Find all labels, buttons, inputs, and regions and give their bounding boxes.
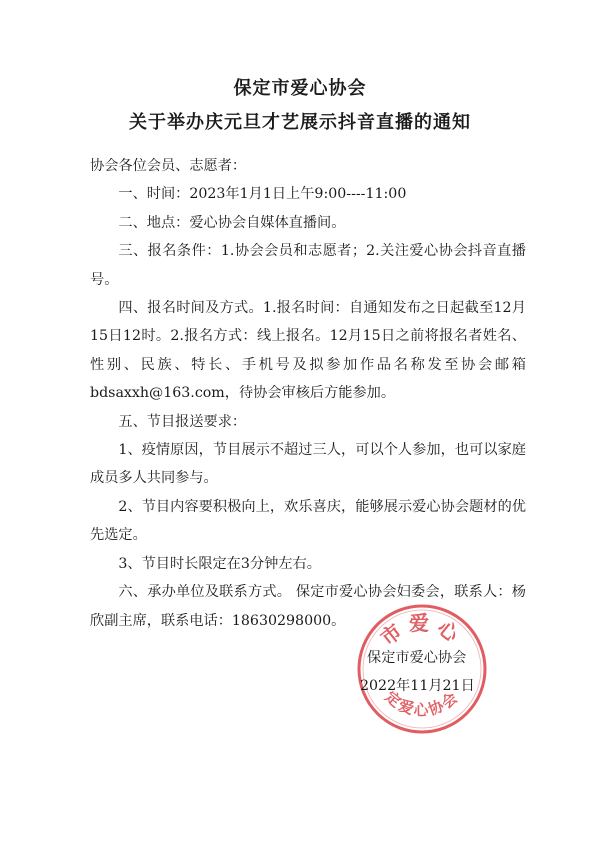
organization-title: 保定市爱心协会 [233, 78, 367, 99]
paragraph-requirements-heading: 五、节目报送要求： [118, 413, 247, 430]
paragraph-requirement-3: 3、节目时长限定在3分钟左右。 [118, 555, 321, 572]
notice-title: 关于举办庆元旦才艺展示抖音直播的通知 [129, 112, 471, 133]
paragraph-registration: 四、报名时间及方式。1.报名时间：自通知发布之日起截至12月15日12时。2.报名方式：线上报名。12月15日之前将报名者姓名、性别、民族、特长、手机号及拟参加作品名称发至协会邮箱 bdsaxxh@163.com，待协会审核后方能参加。 [90, 300, 526, 402]
greeting: 协会各位会员、志愿者： [90, 158, 247, 174]
seal-text-bottom: 定爱心协会 [381, 687, 463, 720]
seal-text-top: 市爱心 [375, 611, 469, 651]
paragraph-conditions: 三、报名条件：1.协会会员和志愿者；2.关注爱心协会抖音直播号。 [90, 243, 526, 288]
paragraph-requirement-2: 2、节目内容要积极向上，欢乐喜庆，能够展示爱心协会题材的优先选定。 [90, 498, 526, 544]
signature-organization: 保定市爱心协会 [367, 650, 467, 666]
signature-block [360, 644, 500, 700]
paragraph-time: 一、时间：2023年1月1日上午9:00----11:00 [118, 186, 407, 203]
paragraph-contact: 六、承办单位及联系方式。 保定市爱心协会妇委会，联系人：杨欣副主席，联系电话：18630298000。 [90, 584, 526, 629]
paragraph-location: 二、地点：爱心协会自媒体直播间。 [118, 214, 346, 231]
signature-date: 2022年11月21日 [360, 678, 475, 694]
notice-body [90, 152, 526, 635]
paragraph-requirement-1: 1、疫情原因，节目展示不超过三人，可以个人参加，也可以家庭成员多人共同参与。 [90, 442, 526, 487]
